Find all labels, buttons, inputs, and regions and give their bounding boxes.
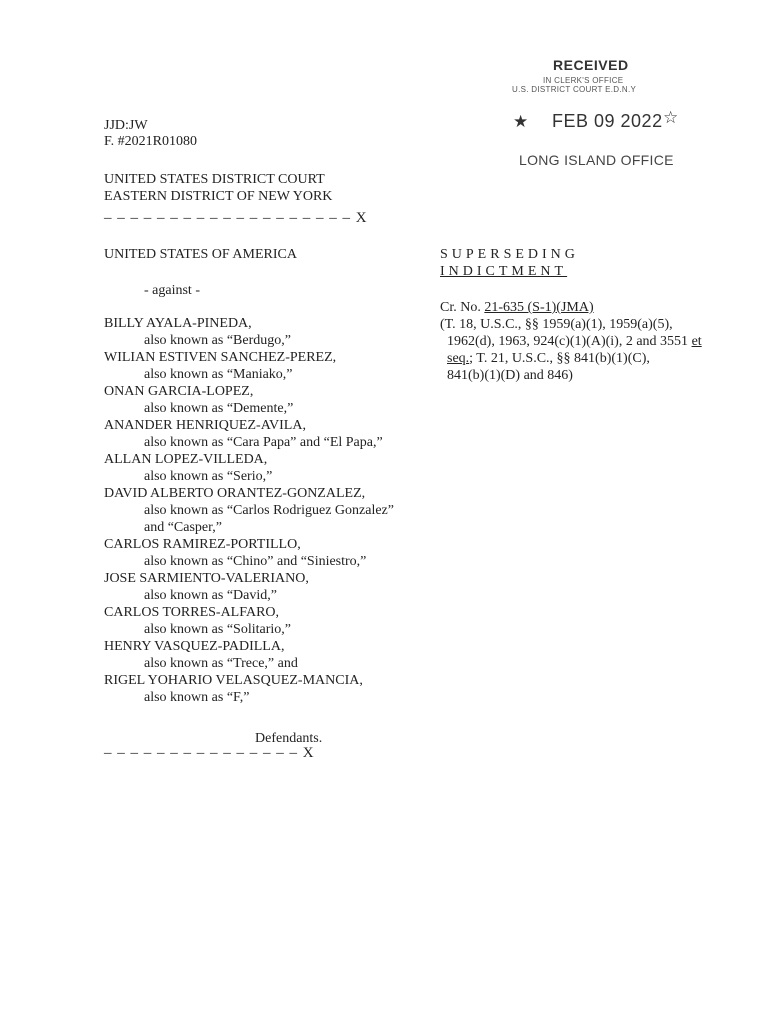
- received-stamp-line2: U.S. DISTRICT COURT E.D.N.Y: [512, 85, 637, 94]
- defendant-name: JOSE SARMIENTO-VALERIANO,: [104, 571, 309, 586]
- defendant-alias: also known as “Demente,”: [144, 401, 294, 416]
- statutes-line-4: 841(b)(1)(D) and 846): [447, 368, 573, 383]
- defendant-alias: also known as “F,”: [144, 690, 250, 705]
- caption-top-divider: – – – – – – – – – – – – – – – – – – – X: [104, 210, 368, 226]
- court-district: EASTERN DISTRICT OF NEW YORK: [104, 189, 333, 204]
- defendant-alias: also known as “Berdugo,”: [144, 333, 291, 348]
- defendant-name: BILLY AYALA-PINEDA,: [104, 316, 252, 331]
- star-icon: ★: [513, 112, 529, 131]
- case-number: [440, 299, 594, 316]
- defendant-alias: also known as “Cara Papa” and “El Papa,”: [144, 435, 383, 450]
- defendant-name: RIGEL YOHARIO VELASQUEZ-MANCIA,: [104, 673, 363, 688]
- file-number: F. #2021R01080: [104, 134, 198, 149]
- defendant-name: ANANDER HENRIQUEZ-AVILA,: [104, 418, 306, 433]
- statutes-seq: seq.: [447, 351, 470, 366]
- defendant-name: DAVID ALBERTO ORANTEZ-GONZALEZ,: [104, 486, 366, 501]
- defendant-list: [104, 315, 394, 706]
- defendant-name: HENRY VASQUEZ-PADILLA,: [104, 639, 285, 654]
- defendant-alias: also known as “Chino” and “Siniestro,”: [144, 554, 367, 569]
- received-stamp-line1: IN CLERK'S OFFICE: [543, 76, 624, 85]
- court-name: UNITED STATES DISTRICT COURT: [104, 172, 325, 187]
- statutes-line-3-text: ; T. 21, U.S.C., §§ 841(b)(1)(C),: [469, 351, 650, 366]
- received-stamp-office: LONG ISLAND OFFICE: [519, 152, 674, 168]
- defendant-name: CARLOS TORRES-ALFARO,: [104, 605, 280, 620]
- received-stamp-title: RECEIVED: [553, 57, 629, 73]
- statutes-line-2-text: 1962(d), 1963, 924(c)(1)(A)(i), 2 and 3551: [447, 334, 692, 349]
- received-stamp-date: FEB 09 2022: [552, 111, 663, 131]
- statutes-et: et: [691, 334, 702, 349]
- defendant-alias-continued: and “Casper,”: [144, 520, 222, 535]
- document-title-superseding: SUPERSEDING: [440, 247, 579, 262]
- caption-bottom-divider: – – – – – – – – – – – – – – – X: [104, 745, 315, 761]
- defendant-alias: also known as “Serio,”: [144, 469, 273, 484]
- defendant-alias: also known as “David,”: [144, 588, 277, 603]
- defendant-name: WILIAN ESTIVEN SANCHEZ-PEREZ,: [104, 350, 337, 365]
- defendant-name: CARLOS RAMIREZ-PORTILLO,: [104, 537, 301, 552]
- defendants-label: Defendants.: [255, 731, 323, 746]
- case-number-prefix: Cr. No.: [440, 300, 485, 315]
- defendant-alias: also known as “Trece,” and: [144, 656, 298, 671]
- defendant-alias: also known as “Solitario,”: [144, 622, 291, 637]
- defendant-name: ALLAN LOPEZ-VILLEDA,: [104, 452, 268, 467]
- statutes-line-3: [447, 350, 650, 367]
- statutes-line-2: [447, 333, 702, 350]
- defendant-name: ONAN GARCIA-LOPEZ,: [104, 384, 254, 399]
- against-label: - against -: [144, 283, 200, 298]
- attorney-initials: JJD:JW: [104, 118, 148, 133]
- plaintiff-name: UNITED STATES OF AMERICA: [104, 247, 297, 262]
- defendant-alias: also known as “Maniako,”: [144, 367, 293, 382]
- star-outline-icon: ☆: [663, 108, 679, 127]
- statutes-line-1: (T. 18, U.S.C., §§ 1959(a)(1), 1959(a)(5),: [440, 317, 673, 332]
- case-number-value: 21-635 (S-1)(JMA): [484, 300, 594, 315]
- document-title-indictment: INDICTMENT: [440, 264, 568, 279]
- defendant-alias: also known as “Carlos Rodriguez Gonzalez”: [144, 503, 394, 518]
